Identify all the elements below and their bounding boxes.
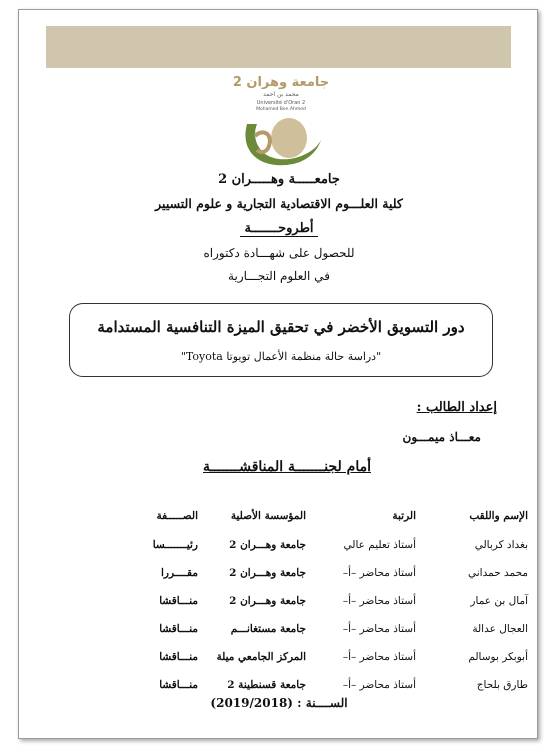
jury-row <box>114 615 528 643</box>
student-name: معـــاذ ميمـــون <box>402 430 481 444</box>
academic-year: الســــنة : (2019/2018) <box>210 696 348 710</box>
prepared-by-label: إعداد الطالب : <box>416 400 497 415</box>
logo-latin-line2: Mohamed Ben Ahmed <box>256 107 306 112</box>
member-name: بغداد كربالي <box>474 539 528 551</box>
thesis-subtitle: "دراسة حالة منظمة الأعمال تويوتا Toyota" <box>180 350 382 363</box>
thesis-label-text: أطروحـــــــة <box>240 221 317 237</box>
thesis-title: دور التسويق الأخضر في تحقيق الميزة التنافسية المستدامة <box>97 318 465 336</box>
university-name: جامعـــــة وهـــــران 2 <box>218 172 340 187</box>
header-name: الإسم واللقب <box>469 510 528 522</box>
member-role: منـــاقشا <box>159 623 198 635</box>
committee-label: أمام لجنـــــــة المناقشـــــــة <box>203 459 371 475</box>
member-role: منـــاقشا <box>159 679 198 691</box>
jury-row <box>114 531 528 559</box>
document-page <box>18 9 538 739</box>
member-role: مقــــررا <box>160 567 198 579</box>
title-box <box>69 303 493 377</box>
university-logo <box>233 66 329 174</box>
member-rank: أستاذ محاضر –أ– <box>342 623 416 635</box>
member-role: منـــاقشا <box>159 651 198 663</box>
member-name: آمال بن عمار <box>470 595 528 607</box>
member-name: العجال عدالة <box>472 623 528 635</box>
jury-header-row <box>114 501 528 531</box>
member-name: طارق بلحاج <box>476 679 528 691</box>
member-name: محمد حمداني <box>468 567 528 579</box>
member-role: منـــاقشا <box>159 595 198 607</box>
member-institution: جامعة قسنطينة 2 <box>227 679 306 691</box>
member-rank: أستاذ تعليم عالي <box>343 539 416 551</box>
jury-row <box>114 559 528 587</box>
logo-arabic-subname: محمد بن احمد <box>263 91 299 98</box>
member-rank: أستاذ محاضر –أ– <box>342 679 416 691</box>
degree-line: للحصول على شهـــادة دكتوراه <box>203 246 355 260</box>
field-line: في العلوم التجـــارية <box>228 269 330 283</box>
member-institution: جامعة وهـــران 2 <box>229 567 306 579</box>
logo-arabic-name: جامعة وهران 2 <box>233 75 329 90</box>
member-name: أبوبكر بوسالم <box>468 651 528 663</box>
logo-lion-shape <box>271 118 307 158</box>
jury-row <box>114 671 528 699</box>
jury-row <box>114 587 528 615</box>
thesis-label <box>19 221 539 236</box>
faculty-name: كلية العلـــوم الاقتصادية التجارية و علوم التسيير <box>155 196 403 211</box>
jury-table <box>114 501 528 699</box>
member-institution: جامعة وهـــران 2 <box>229 595 306 607</box>
member-role: رئيـــــــسا <box>152 539 198 551</box>
header-rank: الرتبة <box>392 510 416 522</box>
header-role: الصـــــفة <box>156 510 198 522</box>
logo-latin-line1: Université d'Oran 2 <box>256 100 306 106</box>
member-institution: جامعة وهـــران 2 <box>229 539 306 551</box>
member-institution: المركز الجامعي ميلة <box>216 651 306 663</box>
member-institution: جامعة مستغانـــم <box>230 623 306 635</box>
member-rank: أستاذ محاضر –أ– <box>342 567 416 579</box>
member-rank: أستاذ محاضر –أ– <box>342 651 416 663</box>
header-institution: المؤسسة الأصلية <box>230 510 306 522</box>
header-band <box>46 26 511 68</box>
member-rank: أستاذ محاضر –أ– <box>342 595 416 607</box>
jury-row <box>114 643 528 671</box>
